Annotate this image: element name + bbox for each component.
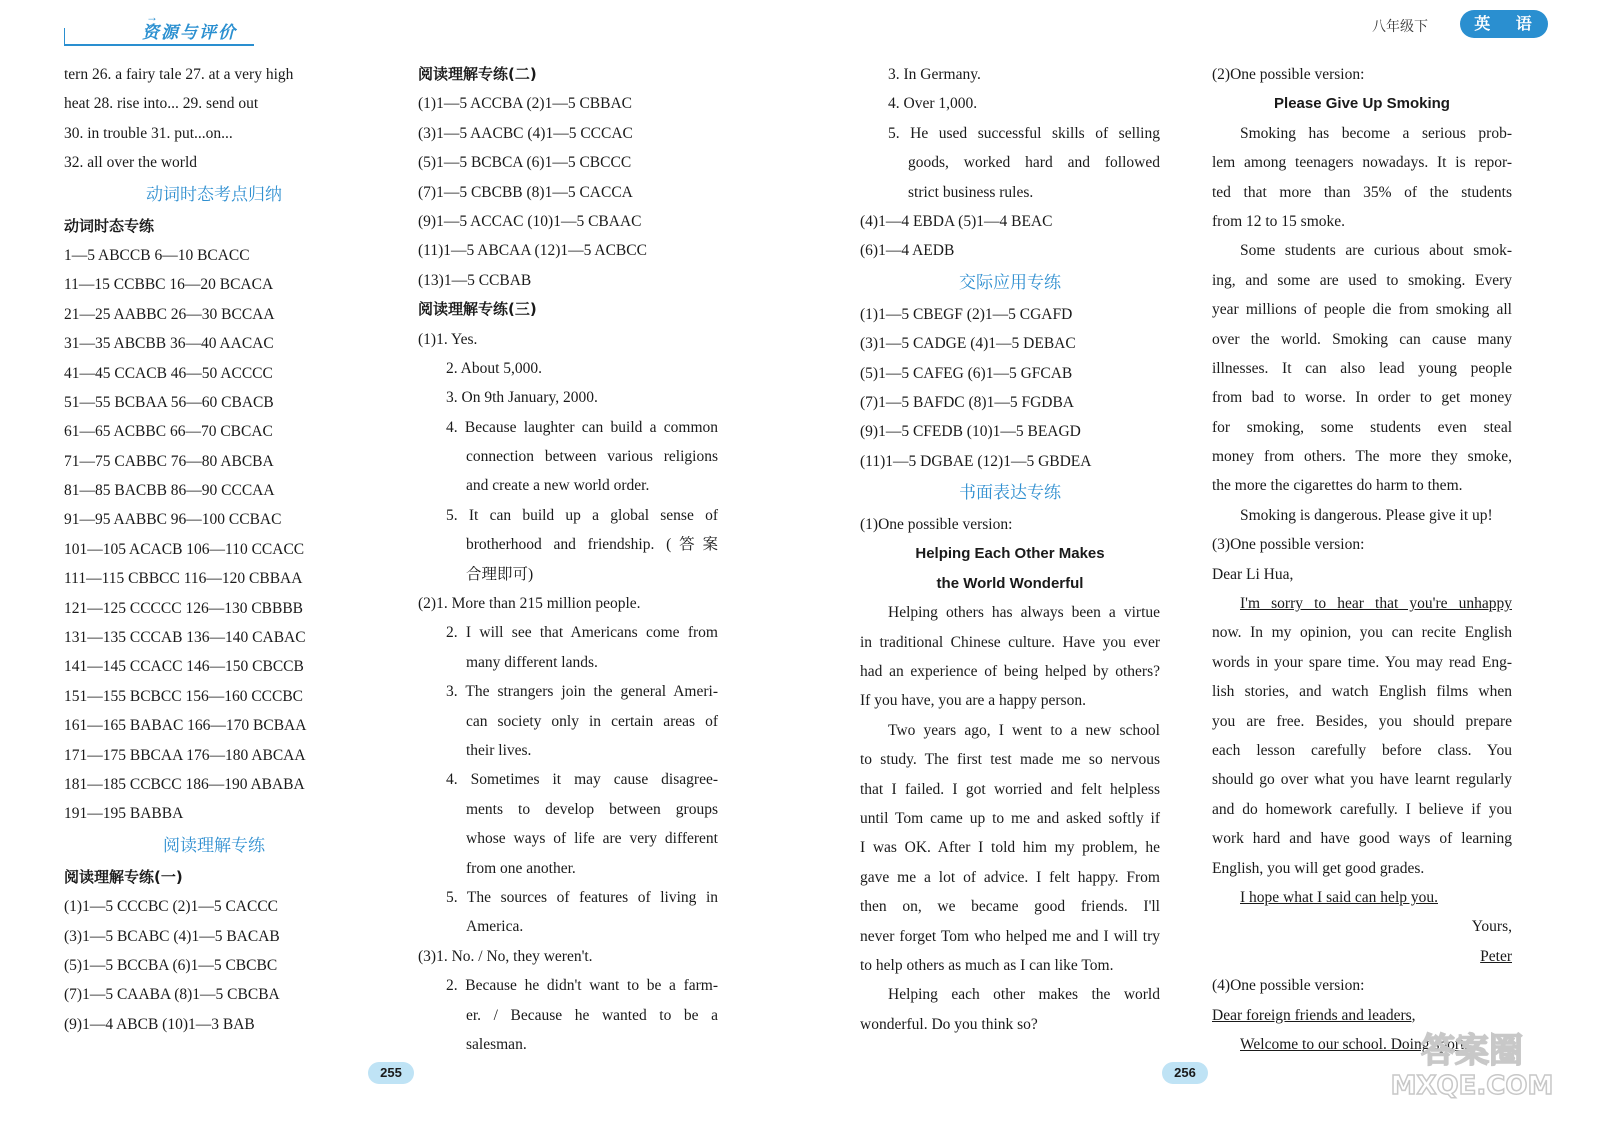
essay-title: Helping Each Other Makes	[915, 545, 1105, 563]
answer-line: (3)1. No. / No, they weren't.	[418, 947, 593, 965]
essay-line: Dear Li Hua,	[1212, 565, 1294, 583]
essay-line: words in your spare time. You may read Eng-	[1212, 653, 1512, 671]
answer-line: strict business rules.	[908, 183, 1034, 201]
answer-line: (1)1—5 CBEGF (2)1—5 CGAFD	[860, 305, 1073, 323]
essay-line: illnesses. It can also lead young people	[1212, 359, 1512, 377]
answer-line: 5. He used successful skills of selling	[888, 124, 1160, 142]
answer-line: (2)1. More than 215 million people.	[418, 595, 641, 613]
essay-line: Smoking has become a serious prob-	[1240, 124, 1512, 142]
answer-line: (11)1—5 DGBAE (12)1—5 GBDEA	[860, 452, 1092, 470]
answer-line: 31—35 ABCBB 36—40 AACAC	[64, 335, 274, 353]
essay-line: from 12 to 15 smoke.	[1212, 212, 1346, 230]
page-number-left: 255	[368, 1062, 414, 1084]
answer-line: 1—5 ABCCB 6—10 BCACC	[64, 246, 250, 264]
answer-line: (3)1—5 AACBC (4)1—5 CCCAC	[418, 124, 633, 142]
essay-line: Smoking is dangerous. Please give it up!	[1240, 506, 1493, 524]
essay-line: each lesson carefully before class. You	[1212, 741, 1512, 759]
answer-line: 4. Because laughter can build a common	[446, 418, 718, 436]
essay-line: you are free. Besides, you should prepare	[1212, 712, 1512, 730]
answer-line: (1)1. Yes.	[418, 330, 478, 348]
subsection-title: 阅读理解专练(二)	[418, 65, 537, 83]
answer-line: America.	[466, 918, 524, 936]
answer-line: 101—105 ACACB 106—110 CCACC	[64, 540, 305, 558]
answer-line: (7)1—5 BAFDC (8)1—5 FGDBA	[860, 393, 1074, 411]
brand-title: 资源与评价	[142, 23, 237, 43]
answer-line: (1)1—5 CCCBC (2)1—5 CACCC	[64, 898, 279, 916]
essay-line: in traditional Chinese culture. Have you ever	[860, 633, 1160, 651]
essay-line: to help others as much as I can like Tom.	[860, 956, 1114, 974]
essay-line: year millions of people die from smoking all	[1212, 301, 1512, 319]
essay-line: ted that more than 35% of the students	[1212, 183, 1512, 201]
essay-line: that I failed. I got worried and felt helpless	[860, 780, 1160, 798]
answer-line: their lives.	[466, 741, 532, 759]
answer-line: 181—185 CCBCC 186—190 ABABA	[64, 775, 305, 793]
answer-line: goods, worked hard and followed	[908, 154, 1160, 172]
essay-line: If you have, you are a happy person.	[860, 692, 1086, 710]
answer-line: 91—95 AABBC 96—100 CCBAC	[64, 511, 282, 529]
essay-line: Two years ago, I went to a new school	[888, 721, 1160, 739]
column-4	[1212, 60, 1512, 1059]
essay-line: Dear foreign friends and leaders,	[1212, 1006, 1416, 1024]
answer-line: (11)1—5 ABCAA (12)1—5 ACBCC	[418, 242, 647, 260]
answer-line: (3)1—5 BCABC (4)1—5 BACAB	[64, 927, 280, 945]
watermark-logo	[1382, 1022, 1562, 1102]
answer-line: 161—165 BABAC 166—170 BCBAA	[64, 717, 307, 735]
answer-line: 5. The sources of features of living in	[446, 888, 718, 906]
section-title: 书面表达专练	[959, 483, 1061, 504]
essay-line: never forget Tom who helped me and I will try	[860, 927, 1160, 945]
answer-line: 4. Sometimes it may cause disagree-	[446, 771, 718, 789]
essay-line: I was OK. After I told him my problem, he	[860, 839, 1160, 857]
essay-line: English, you will get good grades.	[1212, 859, 1425, 877]
answer-line: connection between various religions	[466, 448, 718, 466]
answer-line: many different lands.	[466, 653, 598, 671]
essay-intro: (4)One possible version:	[1212, 977, 1365, 995]
section-title: 动词时态考点归纳	[146, 184, 282, 205]
answer-line: 30. in trouble 31. put...on...	[64, 124, 233, 142]
answer-line: (9)1—4 ABCB (10)1—3 BAB	[64, 1015, 255, 1033]
essay-line: Helping each other makes the world	[888, 986, 1160, 1004]
answer-line: 131—135 CCCAB 136—140 CABAC	[64, 629, 306, 647]
essay-intro: (3)One possible version:	[1212, 536, 1365, 554]
answer-line: 151—155 BCBCC 156—160 CCCBC	[64, 687, 304, 705]
answer-line: (9)1—5 ACCAC (10)1—5 CBAAC	[418, 212, 642, 230]
essay-line: lem among teenagers nowadays. It is repor-	[1212, 154, 1512, 172]
essay-line: ing, and some are used to smoking. Every	[1212, 271, 1512, 289]
subsection-title: 阅读理解专练(三)	[418, 300, 537, 319]
page-number-right: 256	[1162, 1062, 1208, 1084]
essay-line: over the world. Smoking can cause many	[1212, 330, 1512, 348]
essay-line: lish stories, and watch English films when	[1212, 683, 1512, 701]
essay-line: Helping others has always been a virtue	[888, 604, 1160, 622]
answer-line: 61—65 ACBBC 66—70 CBCAC	[64, 423, 273, 441]
answer-line: 21—25 AABBC 26—30 BCCAA	[64, 305, 275, 323]
answer-line: (7)1—5 CAABA (8)1—5 CBCBA	[64, 986, 280, 1004]
answer-line: er. / Because he wanted to be a	[466, 1006, 718, 1024]
answer-line: 41—45 CCACB 46—50 ACCCC	[64, 364, 273, 382]
answer-line: 32. all over the world	[64, 154, 198, 172]
essay-line: for smoking, some students even steal	[1212, 418, 1512, 436]
answer-line: 171—175 BBCAA 176—180 ABCAA	[64, 746, 306, 764]
subsection-title: 阅读理解专练(一)	[64, 867, 183, 886]
essay-line: Some students are curious about smok-	[1240, 242, 1512, 260]
answer-line: heat 28. rise into... 29. send out	[64, 95, 259, 113]
answer-line: 4. Over 1,000.	[888, 95, 978, 113]
answer-line: 71—75 CABBC 76—80 ABCBA	[64, 452, 274, 470]
subject-badge: 英 语	[1460, 10, 1548, 38]
essay-line: until Tom came up to me and asked softly if	[860, 809, 1160, 827]
answer-line: 2. I will see that Americans come from	[446, 624, 718, 642]
subsection-title: 动词时态专练	[64, 216, 155, 235]
section-title: 阅读理解专练	[163, 835, 265, 856]
answer-line: can society only in certain areas of	[466, 712, 718, 730]
section-title: 交际应用专练	[959, 272, 1061, 293]
essay-line: to study. The first test made me so nervous	[860, 751, 1160, 769]
answer-line: and create a new world order.	[466, 477, 650, 495]
essay-line: from bad to worse. In order to get money	[1212, 389, 1512, 407]
answer-line: tern 26. a fairy tale 27. at a very high	[64, 66, 294, 83]
letter-closing: Yours,	[1471, 918, 1512, 936]
letter-signature: Peter	[1480, 947, 1512, 965]
answer-line: (4)1—4 EBDA (5)1—4 BEAC	[860, 212, 1053, 230]
answer-line: whose ways of life are very different	[466, 830, 718, 848]
answer-line: salesman.	[466, 1035, 527, 1053]
answer-line: 3. The strangers join the general Ameri-	[446, 683, 718, 701]
answer-line: (5)1—5 BCCBA (6)1—5 CBCBC	[64, 956, 278, 974]
answer-line: 141—145 CCACC 146—150 CBCCB	[64, 658, 304, 676]
essay-line: I'm sorry to hear that you're unhappy	[1240, 595, 1512, 613]
answer-line: 191—195 BABBA	[64, 805, 184, 823]
answer-line: (5)1—5 BCBCA (6)1—5 CBCCC	[418, 154, 632, 172]
essay-line: then on, we became good friends. I'll	[860, 898, 1160, 916]
essay-title: Please Give Up Smoking	[1274, 95, 1450, 113]
answer-line: (13)1—5 CCBAB	[418, 271, 532, 289]
answer-line: 3. On 9th January, 2000.	[446, 389, 598, 407]
column-3	[860, 60, 1160, 1039]
essay-intro: (2)One possible version:	[1212, 66, 1365, 83]
answer-line: 2. Because he didn't want to be a farm-	[446, 977, 718, 995]
answer-line: 51—55 BCBAA 56—60 CBACB	[64, 393, 274, 411]
essay-line: I hope what I said can help you.	[1240, 888, 1438, 906]
essay-title: the World Wonderful	[936, 574, 1084, 592]
answer-line: 81—85 BACBB 86—90 CCCAA	[64, 482, 275, 500]
grade-label: 八年级下	[1372, 20, 1428, 35]
svg-text:答案圈: 答案圈	[1421, 1031, 1523, 1071]
essay-line: gave me a lot of advice. I felt happy. From	[860, 868, 1160, 886]
subject-header	[1248, 10, 1548, 38]
essay-line: money from others. The more they smoke,	[1212, 448, 1512, 466]
answer-line: from one another.	[466, 859, 576, 877]
answer-line: 111—115 CBBCC 116—120 CBBAA	[64, 570, 303, 588]
answer-line: 合理即可)	[466, 565, 534, 583]
essay-line: the more the cigarettes do harm to them.	[1212, 477, 1463, 495]
essay-line: Welcome to our school. Doing sports	[1240, 1035, 1471, 1053]
answer-line: 121—125 CCCCC 126—130 CBBBB	[64, 599, 304, 617]
essay-line: should go over what you have learnt regularly	[1212, 771, 1512, 789]
brand-header	[60, 10, 256, 44]
column-2	[418, 60, 718, 1059]
answer-line: (1)1—5 ACCBA (2)1—5 CBBAC	[418, 95, 633, 113]
arrow-icon: →	[146, 10, 158, 24]
answer-line: 2. About 5,000.	[446, 359, 543, 377]
answer-line: (9)1—5 CFEDB (10)1—5 BEAGD	[860, 423, 1081, 441]
essay-intro: (1)One possible version:	[860, 516, 1013, 534]
answer-line: (6)1—4 AEDB	[860, 242, 955, 260]
answer-line: 5. It can build up a global sense of	[446, 506, 718, 524]
answer-line: (3)1—5 CADGE (4)1—5 DEBAC	[860, 335, 1076, 353]
essay-line: had an experience of being helped by others?	[860, 663, 1160, 681]
essay-line: now. In my opinion, you can recite English	[1212, 624, 1512, 642]
answer-line: brotherhood and friendship. (答案	[466, 536, 718, 554]
answer-line: ments to develop between groups	[466, 800, 718, 818]
essay-line: wonderful. Do you think so?	[860, 1015, 1038, 1033]
answer-line: (7)1—5 CBCBB (8)1—5 CACCA	[418, 183, 633, 201]
answer-line: 3. In Germany.	[888, 66, 981, 83]
essay-line: and do homework carefully. I believe if you	[1212, 800, 1512, 818]
answer-line: 11—15 CCBBC 16—20 BCACA	[64, 276, 274, 294]
answer-line: (5)1—5 CAFEG (6)1—5 GFCAB	[860, 364, 1073, 382]
essay-line: work hard and have good ways of learning	[1212, 830, 1512, 848]
column-1	[64, 60, 364, 1039]
svg-text:MXQE.COM: MXQE.COM	[1390, 1071, 1554, 1101]
